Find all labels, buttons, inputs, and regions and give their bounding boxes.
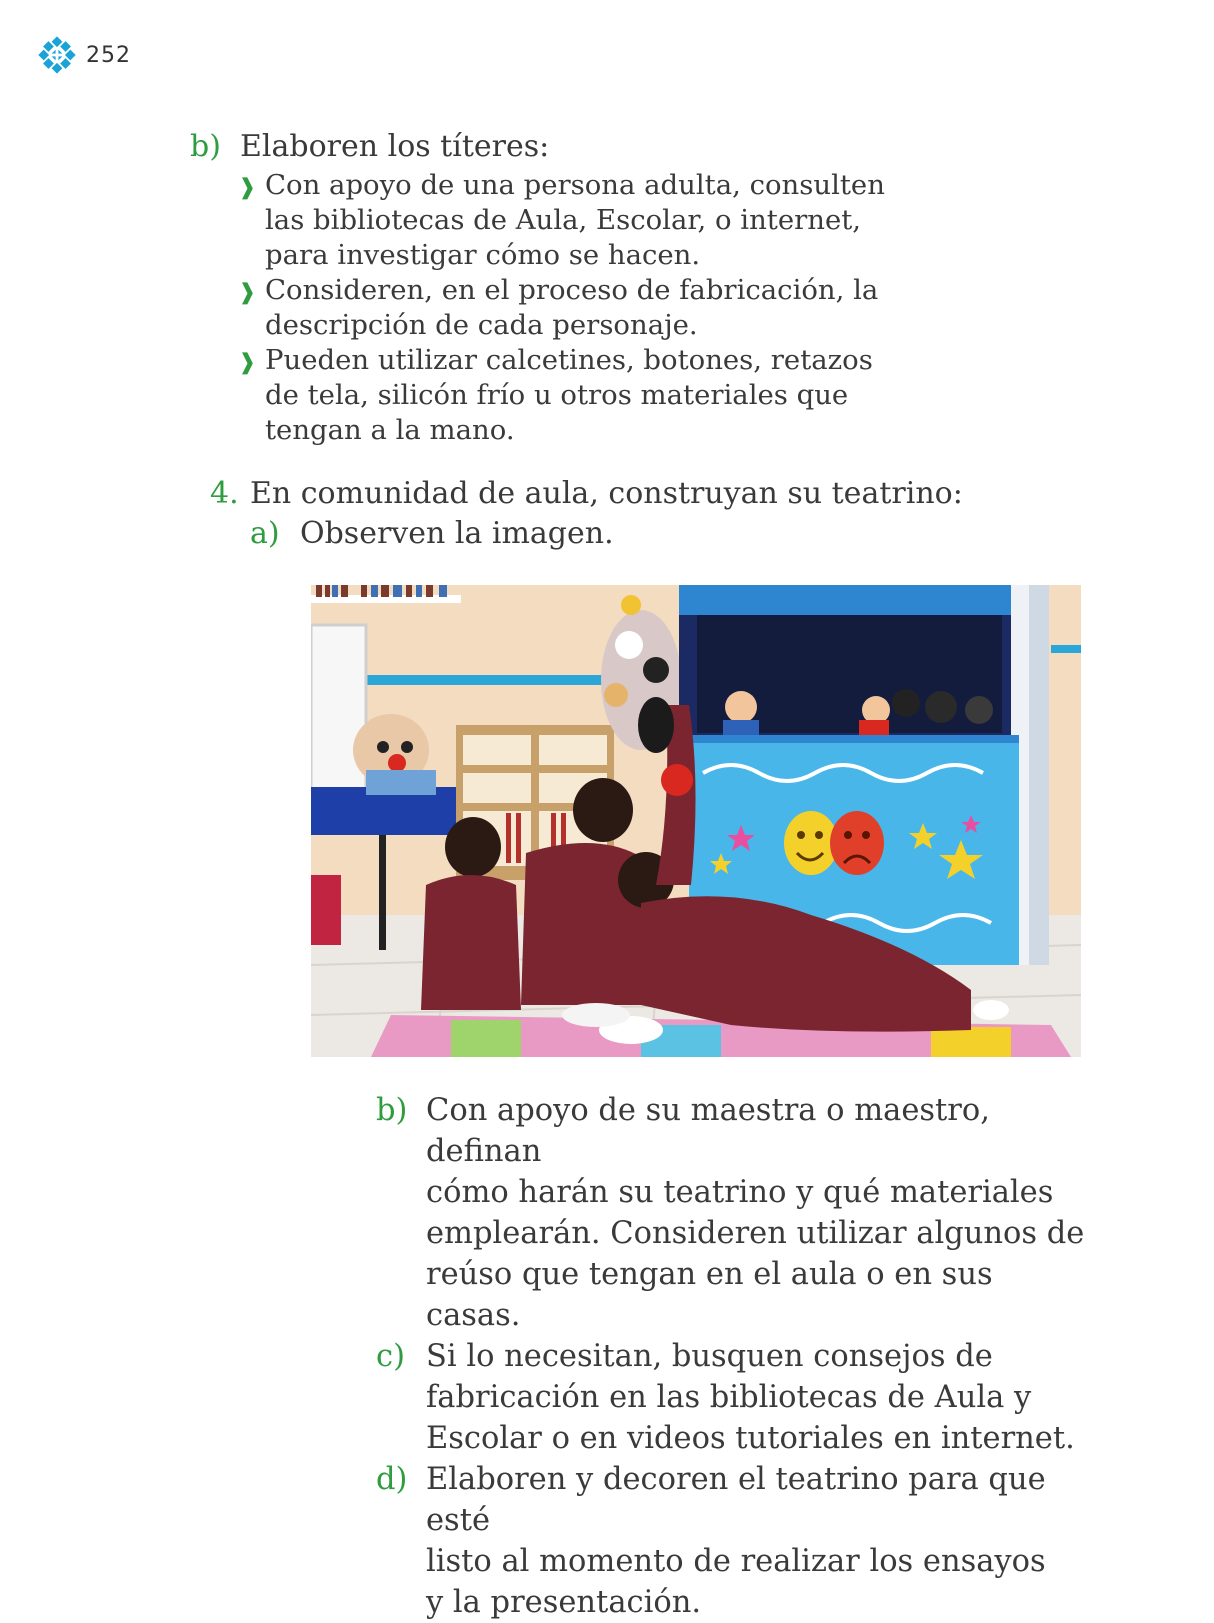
photo-illustration [311, 585, 1081, 1057]
text-line: fabricación en las bibliotecas de Aula y [426, 1380, 1032, 1415]
list-label: d) [376, 1462, 408, 1497]
text-line: Con apoyo de su maestra o maestro, definan [426, 1093, 990, 1169]
bullet-list [238, 168, 890, 448]
step-4-heading [210, 474, 1010, 514]
list-item [376, 1336, 1096, 1459]
text-line: Elaboren y decoren el teatrino para que esté [426, 1462, 1046, 1538]
text-line: Pueden utilizar calcetines, botones, retazos [265, 344, 873, 376]
text-line: para investigar cómo se hacen. [265, 239, 701, 271]
sub-text: Observen la imagen. [300, 516, 614, 551]
text-line: reúso que tengan en el aula o en sus casas. [426, 1257, 993, 1333]
section-b-heading [190, 128, 890, 166]
text-line: de tela, silicón frío u otros materiales que [265, 379, 849, 411]
list-label: b) [376, 1093, 408, 1128]
text-line: Con apoyo de una persona adulta, consulten [265, 169, 885, 201]
list-label: c) [376, 1339, 405, 1374]
step-4-sub-a [250, 514, 1010, 554]
text-line: Escolar o en videos tutoriales en internet. [426, 1421, 1075, 1456]
page-number: 252 [86, 42, 131, 68]
list-item [376, 1090, 1096, 1336]
bullet-text [265, 273, 885, 343]
item-text [426, 1090, 1091, 1336]
section-b [190, 128, 890, 448]
list-label: a) [250, 516, 280, 551]
text-line: cómo harán su teatrino y qué materiales [426, 1175, 1054, 1210]
chevron-right-icon: ❱ [238, 175, 257, 200]
text-line: y la presentación. [426, 1585, 702, 1620]
step-text: En comunidad de aula, construyan su teatrino: [250, 476, 963, 511]
steps-b-to-d [376, 1090, 1096, 1623]
bullet-item [238, 343, 890, 448]
text-line: Si lo necesitan, busquen consejos de [426, 1339, 993, 1374]
text-line: descripción de cada personaje. [265, 309, 698, 341]
bullet-text [265, 168, 885, 273]
chevron-right-icon: ❱ [238, 350, 257, 375]
bullet-item [238, 168, 890, 273]
heading-text: Elaboren los títeres: [240, 129, 550, 164]
text-line: emplearán. Consideren utilizar algunos de [426, 1216, 1085, 1251]
text-line: las bibliotecas de Aula, Escolar, o internet, [265, 204, 862, 236]
step-number: 4. [210, 476, 239, 511]
item-text [426, 1336, 1091, 1459]
item-text [426, 1459, 1091, 1623]
page-folio [38, 36, 131, 74]
text-line: tengan a la mano. [265, 414, 515, 446]
chevron-right-icon: ❱ [238, 280, 257, 305]
bullet-text [265, 343, 885, 448]
snowflake-icon [38, 36, 76, 74]
step-4 [210, 474, 1010, 554]
list-label: b) [190, 129, 221, 164]
text-line: listo al momento de realizar los ensayos [426, 1544, 1046, 1579]
text-line: Consideren, en el proceso de fabricación, la [265, 274, 879, 306]
classroom-puppet-theater-photo [311, 585, 1081, 1057]
bullet-item [238, 273, 890, 343]
list-item [376, 1459, 1096, 1623]
